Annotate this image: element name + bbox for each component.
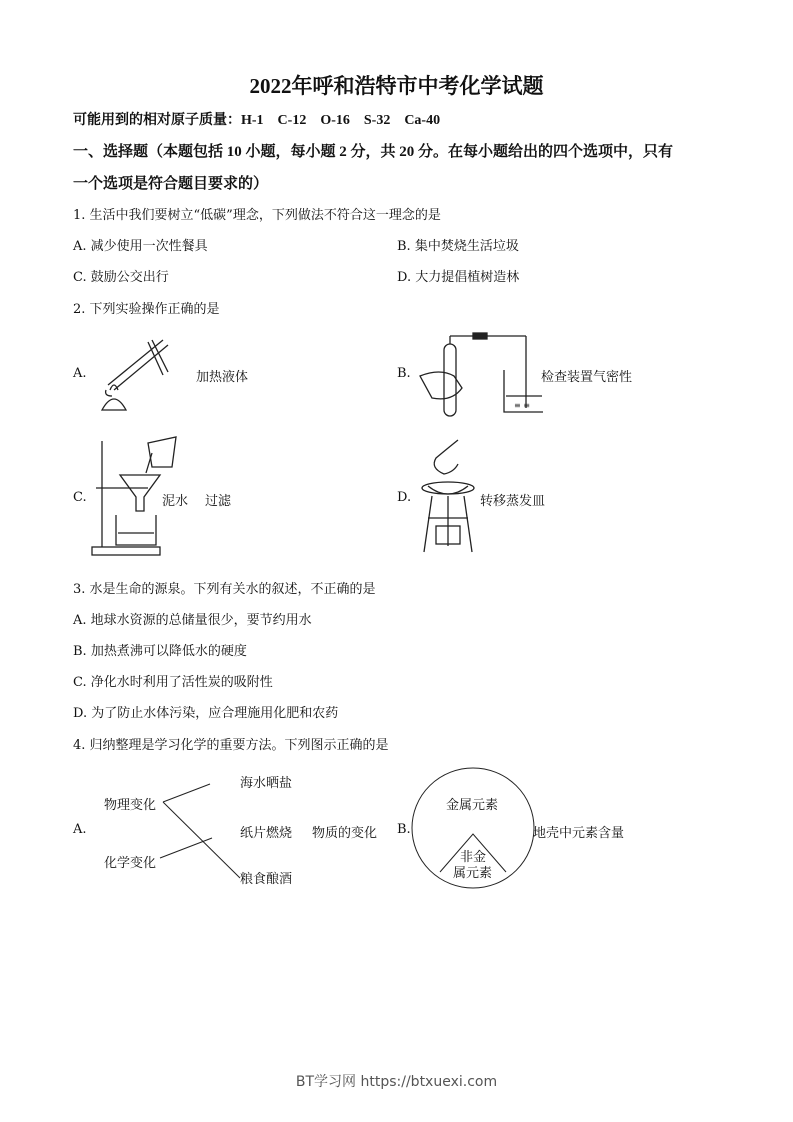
evaporating-dish-figure	[418, 436, 488, 556]
q4-b-letter: B.	[397, 822, 411, 837]
page-title: 2022年呼和浩特市中考化学试题	[249, 74, 544, 98]
footer-watermark: BT学习网 https://btxuexi.com	[295, 1074, 498, 1090]
q2-c-label: 泥水	[162, 494, 189, 509]
q4-b-nonmetal-2: 属元素	[453, 866, 493, 881]
svg-text:≡ ≡: ≡ ≡	[514, 401, 530, 410]
q4-a-item-3: 粮食酿酒	[240, 872, 293, 887]
q1-stem: 1. 生活中我们要树立“低碳”理念，下列做法不符合这一理念的是	[73, 208, 441, 223]
change-diagram-lines	[60, 760, 260, 900]
q3-stem: 3. 水是生命的源泉。下列有关水的叙述，不正确的是	[73, 582, 376, 597]
heating-liquid-figure	[88, 330, 188, 420]
q4-a-letter: A.	[73, 822, 87, 837]
atomic-mass: 可能用到的相对原子质量：H-1 C-12 O-16 S-32 Ca-40	[73, 113, 441, 128]
q3-option-c: C. 净化水时利用了活性炭的吸附性	[73, 675, 273, 690]
q4-a-item-2: 纸片燃烧	[240, 826, 293, 841]
q2-a-letter: A.	[73, 366, 87, 381]
q4-a-caption: 物质的变化	[312, 826, 378, 841]
q4-a-chemical: 化学变化	[104, 856, 157, 871]
q3-option-d: D. 为了防止水体污染，应合理施用化肥和农药	[73, 706, 339, 721]
section-heading-cont: 一个选项是符合题目要求的）	[73, 176, 269, 192]
q4-a-physical: 物理变化	[104, 798, 157, 813]
q2-b-letter: B.	[397, 366, 411, 381]
q2-d-caption: 转移蒸发皿	[480, 494, 546, 509]
q4-stem: 4. 归纳整理是学习化学的重要方法。下列图示正确的是	[73, 738, 389, 753]
q3-option-a: A. 地球水资源的总储量很少，要节约用水	[73, 613, 312, 628]
airtight-check-figure	[418, 330, 543, 420]
q1-option-b: B. 集中焚烧生活垃圾	[397, 239, 519, 254]
q2-stem: 2. 下列实验操作正确的是	[73, 302, 220, 317]
q1-option-a: A. 减少使用一次性餐具	[73, 239, 208, 254]
q2-d-letter: D.	[397, 490, 412, 505]
q4-b-nonmetal-1: 非金	[460, 850, 487, 865]
q4-b-caption: 地壳中元素含量	[533, 826, 625, 841]
q1-option-c: C. 鼓励公交出行	[73, 270, 169, 285]
q1-option-d: D. 大力提倡植树造林	[397, 270, 520, 285]
section-heading: 一、选择题（本题包括 10 小题，每小题 2 分，共 20 分。在每小题给出的四个选项中，只有	[73, 144, 674, 160]
q3-option-b: B. 加热煮沸可以降低水的硬度	[73, 644, 247, 659]
q4-a-item-1: 海水晒盐	[240, 776, 293, 791]
q2-c-letter: C.	[73, 490, 87, 505]
q2-a-caption: 加热液体	[196, 370, 249, 385]
q2-c-caption: 过滤	[205, 494, 232, 509]
q4-b-metal: 金属元素	[446, 798, 499, 813]
q2-b-caption: 检查装置气密性	[541, 370, 633, 385]
